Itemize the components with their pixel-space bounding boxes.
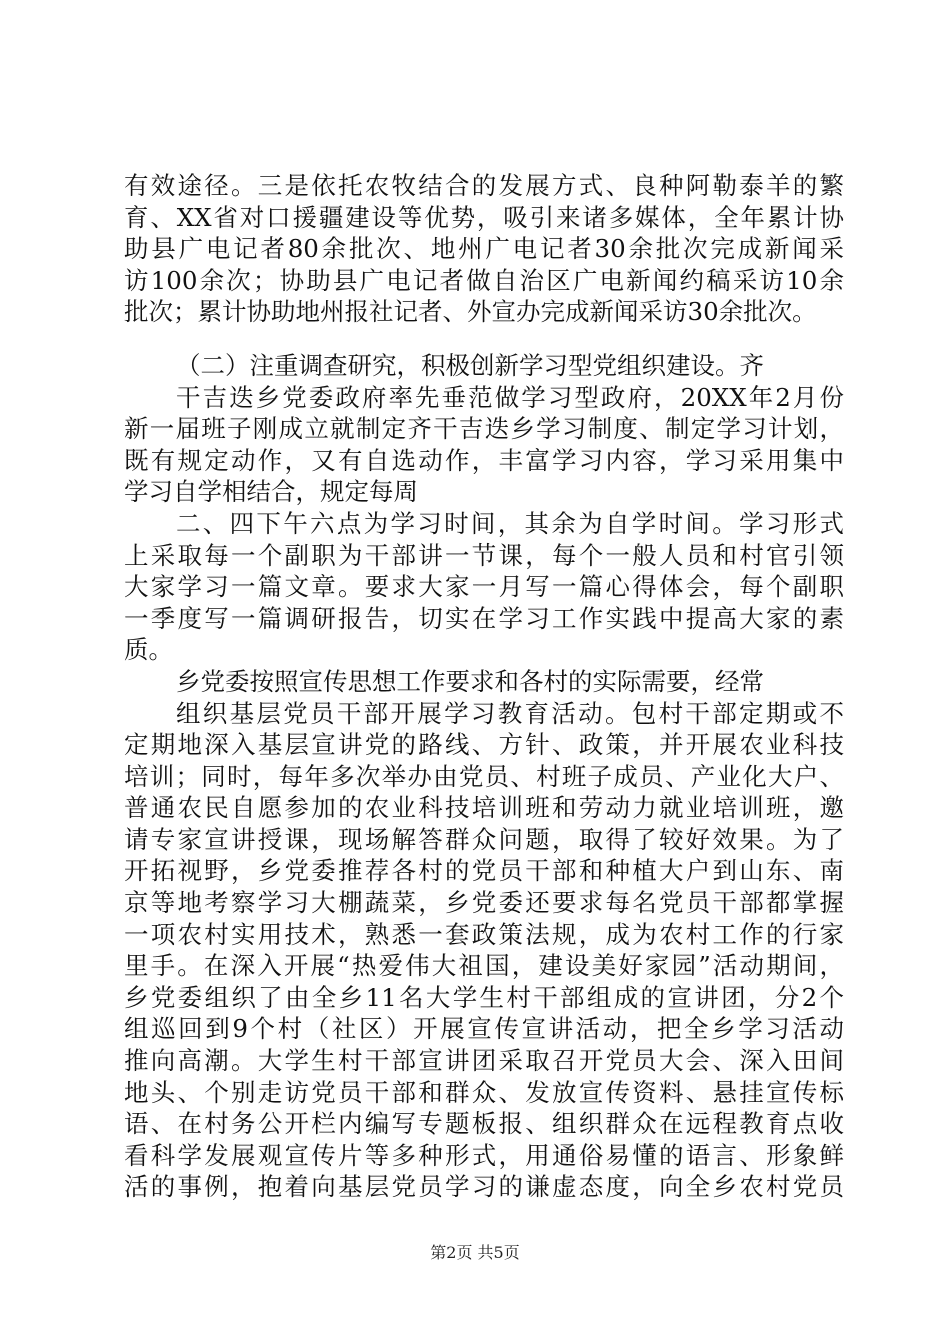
text-line: 组巡回到9个村（社区）开展宣传宣讲活动，把全乡学习活动 bbox=[124, 1014, 844, 1044]
text-line: 一季度写一篇调研报告，切实在学习工作实践中提高大家的素 bbox=[124, 603, 844, 633]
text-line: 看科学发展观宣传片等多种形式，用通俗易懂的语言、形象鲜 bbox=[124, 1140, 844, 1170]
paragraph bbox=[124, 666, 844, 698]
text-line: 大家学习一篇文章。要求大家一月写一篇心得体会，每个副职 bbox=[124, 572, 844, 602]
paragraph bbox=[124, 350, 844, 508]
paragraph bbox=[124, 698, 844, 1204]
text-line: （二）注重调查研究，积极创新学习型党组织建设。齐 bbox=[176, 350, 764, 380]
text-line: 批次；累计协助地州报社记者、外宣办完成新闻采访30余批次。 bbox=[124, 297, 817, 327]
text-line: 定期地深入基层宣讲党的路线、方针、政策，并开展农业科技 bbox=[124, 730, 844, 760]
text-line: 京等地考察学习大棚蔬菜，乡党委还要求每名党员干部都掌握 bbox=[124, 888, 844, 918]
paragraph-gap bbox=[124, 328, 844, 350]
text-line: 一项农村实用技术，熟悉一套政策法规，成为农村工作的行家 bbox=[124, 919, 844, 949]
text-line: 新一届班子刚成立就制定齐干吉迭乡学习制度、制定学习计划， bbox=[124, 414, 844, 444]
page-footer bbox=[0, 1240, 950, 1263]
paragraph bbox=[124, 508, 844, 666]
text-line: 培训；同时，每年多次举办由党员、村班子成员、产业化大户、 bbox=[124, 761, 844, 791]
text-line: 既有规定动作，又有自选动作，丰富学习内容，学习采用集中 bbox=[124, 445, 844, 475]
text-line: 乡党委按照宣传思想工作要求和各村的实际需要，经常 bbox=[176, 666, 764, 696]
text-line: 乡党委组织了由全乡11名大学生村干部组成的宣讲团，分2个 bbox=[124, 982, 844, 1012]
text-line: 里手。在深入开展“热爱伟大祖国，建设美好家园”活动期间， bbox=[124, 951, 844, 981]
document-body bbox=[124, 170, 844, 1203]
text-line: 质。 bbox=[124, 635, 173, 665]
text-line: 干吉迭乡党委政府率先垂范做学习型政府，20XX年2月份 bbox=[176, 382, 844, 412]
text-line: 访100余次；协助县广电记者做自治区广电新闻约稿采访10余 bbox=[124, 265, 844, 295]
text-line: 组织基层党员干部开展学习教育活动。包村干部定期或不 bbox=[176, 698, 844, 728]
text-line: 语、在村务公开栏内编写专题板报、组织群众在远程教育点收 bbox=[124, 1109, 844, 1139]
text-line: 推向高潮。大学生村干部宣讲团采取召开党员大会、深入田间 bbox=[124, 1046, 844, 1076]
text-line: 助县广电记者80余批次、地州广电记者30余批次完成新闻采 bbox=[124, 234, 844, 264]
text-line: 育、XX省对口援疆建设等优势，吸引来诸多媒体，全年累计协 bbox=[124, 202, 844, 232]
page-number-label: 第2页 共5页 bbox=[430, 1243, 520, 1262]
text-line: 开拓视野，乡党委推荐各村的党员干部和种植大户到山东、南 bbox=[124, 856, 844, 886]
text-line: 普通农民自愿参加的农业科技培训班和劳动力就业培训班，邀 bbox=[124, 793, 844, 823]
text-line: 二、四下午六点为学习时间，其余为自学时间。学习形式 bbox=[176, 508, 844, 538]
text-line: 地头、个别走访党员干部和群众、发放宣传资料、悬挂宣传标 bbox=[124, 1077, 844, 1107]
text-line: 活的事例，抱着向基层党员学习的谦虚态度，向全乡农村党员 bbox=[124, 1172, 844, 1202]
text-line: 有效途径。三是依托农牧结合的发展方式、良种阿勒泰羊的繁 bbox=[124, 171, 844, 200]
text-line: 学习自学相结合，规定每周 bbox=[124, 477, 418, 507]
text-line: 请专家宣讲授课，现场解答群众问题，取得了较好效果。为了 bbox=[124, 824, 844, 854]
text-line: 上采取每一个副职为干部讲一节课，每个一般人员和村官引领 bbox=[124, 540, 844, 570]
paragraph bbox=[124, 170, 844, 328]
